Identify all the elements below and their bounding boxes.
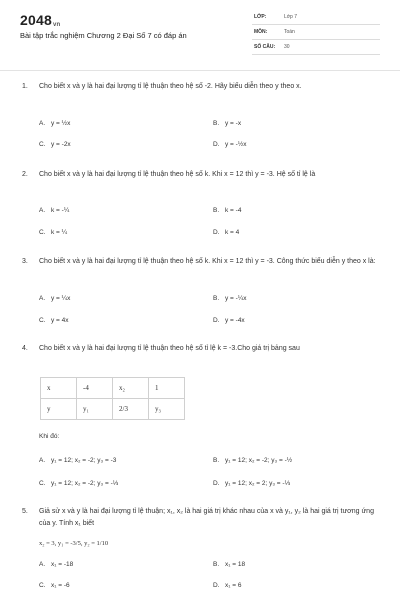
table-cell: y [41,399,77,420]
document-title: Bài tập trắc nghiệm Chương 2 Đại Số 7 có đáp án [20,31,187,40]
table-cell: x₂ [113,378,149,399]
meta-value: 30 [284,44,290,50]
option-c[interactable]: C. y = 4x [39,317,69,324]
logo-text: 2048 [20,12,52,28]
meta-label: MÔN: [254,29,268,35]
option-a[interactable]: A. y = ¼x [39,295,71,302]
option-a[interactable]: A. y₁ = 12; x₂ = -2; y₃ = -3 [39,457,117,464]
option-b[interactable]: B. y = -¼x [213,295,247,302]
option-b[interactable]: B. k = -4 [213,207,242,214]
option-d[interactable]: D. x₁ = 6 [213,582,242,589]
question-number: 4. [22,345,28,352]
question-number: 5. [22,508,28,515]
option-a[interactable]: A. k = -¼ [39,207,70,214]
meta-class [252,13,380,25]
question-text: Cho biết x và y là hai đại lượng tỉ lệ thuận theo hệ số tỉ lệ k = -3.Cho giá trị bảng sau [39,345,300,352]
question-text: Cho biết x và y là hai đại lượng tỉ lệ thuận theo hệ số -2. Hãy biểu diễn theo y theo x. [39,83,302,90]
option-d[interactable]: D. k = 4 [213,229,240,236]
option-a[interactable]: A. x₁ = -18 [39,561,74,568]
header-divider [0,70,400,71]
table-row [41,378,185,399]
meta-value: Lớp 7 [284,14,298,20]
site-logo[interactable] [20,12,60,28]
option-b[interactable]: B. x₁ = 18 [213,561,246,568]
option-d[interactable]: D. y = -½x [213,141,247,148]
meta-subject [252,28,380,40]
meta-label: SỐ CÂU: [254,44,276,50]
question-number: 1. [22,83,28,90]
table-row [41,399,185,420]
question-text: Cho biết x và y là hai đại lượng tỉ lệ thuận theo hệ số k. Khi x = 12 thì y = -3. Công thức biểu diễn y theo x là: [39,258,376,265]
option-d[interactable]: D. y = -4x [213,317,245,324]
question-text: Cho biết x và y là hai đại lượng tỉ lệ thuận theo hệ số k. Khi x = 12 thì y = -3. Hệ số tỉ lệ là [39,171,316,178]
logo-suffix: vn [52,22,61,28]
option-c[interactable]: C. x₁ = -6 [39,582,70,589]
meta-value: Toán [284,29,295,35]
option-d[interactable]: D. y₁ = 12; x₂ = 2; y₃ = -⅓ [213,480,290,487]
question-text: Giả sử x và y là hai đại lượng tỉ lệ thuận; x₁, x₂ là hai giá trị khác nhau của x và y₁, y₂ là hai giá trị tương ứng của y. Tính x₁ biết [39,508,374,527]
question-after-text: Khi đó: [39,433,60,440]
table-cell: y₃ [149,399,185,420]
page-header [0,0,400,70]
question-number: 3. [22,258,28,265]
option-b[interactable]: B. y₁ = 12; x₂ = -2; y₃ = -½ [213,457,293,464]
option-c[interactable]: C. y = -2x [39,141,71,148]
option-c[interactable]: C. y₁ = 12; x₂ = -2; y₃ = -⅓ [39,480,119,487]
table-cell: y₁ [77,399,113,420]
option-a[interactable]: A. y = ½x [39,120,71,127]
meta-count [252,43,380,55]
option-b[interactable]: B. y = -x [213,120,242,127]
value-table [40,377,185,420]
table-cell: -4 [77,378,113,399]
table-cell: x [41,378,77,399]
question-formula: x₂ = 3, y₁ = -3/5, y₂ = 1/10 [39,540,109,547]
table-cell: 1 [149,378,185,399]
table-cell: 2/3 [113,399,149,420]
option-c[interactable]: C. k = ¼ [39,229,68,236]
question-number: 2. [22,171,28,178]
meta-label: LỚP: [254,14,267,20]
